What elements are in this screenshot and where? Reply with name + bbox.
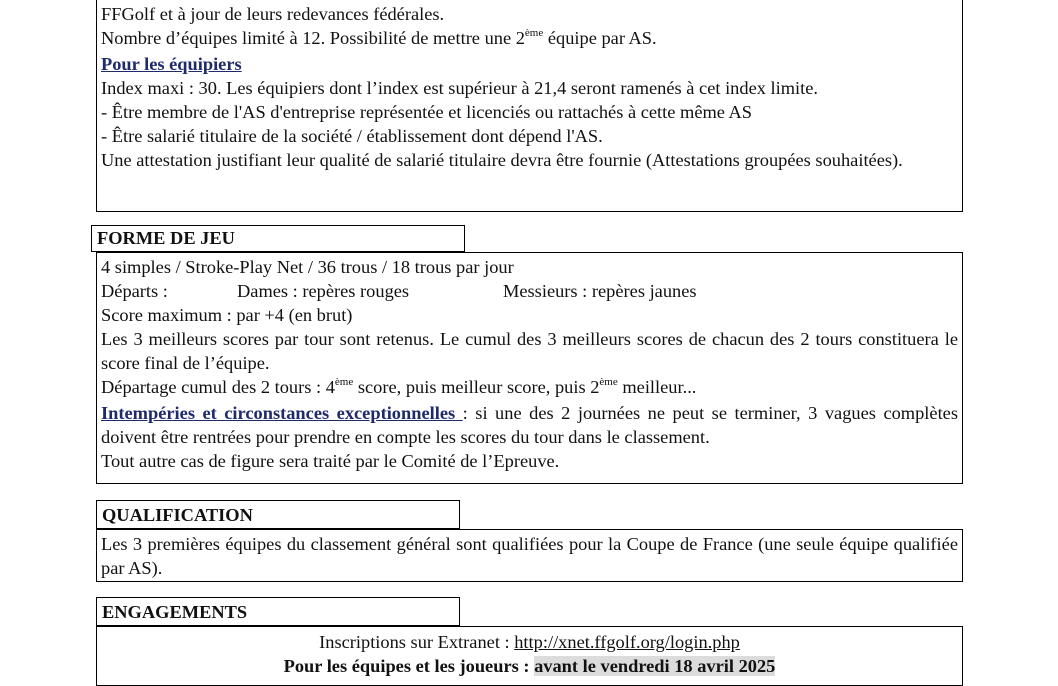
deadline-date: avant le vendredi 18 avril 2025 bbox=[534, 656, 776, 676]
departs-line: Départs : Dames : repères rouges Messieurs : repères jaunes bbox=[101, 281, 697, 301]
scores-kept: Les 3 meilleurs scores par tour sont retenus. Le cumul des 3 meilleurs scores de chacun des 2 tours constituera le score final de l’équipe. bbox=[101, 329, 958, 373]
players-subheading: Pour les équipiers bbox=[101, 54, 242, 74]
extranet-link[interactable]: http://xnet.ffgolf.org/login.php bbox=[514, 632, 740, 652]
forme-de-jeu-header: FORME DE JEU bbox=[91, 225, 465, 252]
engagements-header: ENGAGEMENTS bbox=[96, 597, 460, 626]
attestation-text: Une attestation justifiant leur qualité de salarié titulaire devra être fournie (Attestations groupées souhaitées). bbox=[101, 150, 903, 170]
weather-title: Intempéries et circonstances exceptionnelles bbox=[101, 403, 463, 423]
teams-limit: Nombre d’équipes limité à 12. Possibilité de mettre une 2ème équipe par AS. bbox=[101, 27, 657, 48]
other-cases: Tout autre cas de figure sera traité par le Comité de l’Epreuve. bbox=[101, 451, 560, 471]
weather-rule: Intempéries et circonstances exceptionnelles : si une des 2 journées ne peut se terminer, 3 vagues complètes doivent être rentrées pour prendre en compte les scores du tour dans le classement. bbox=[101, 403, 959, 447]
index-rule: Index maxi : 30. Les équipiers dont l’index est supérieur à 21,4 seront ramenés à cet index limite. bbox=[101, 78, 819, 98]
qualification-box bbox=[96, 529, 963, 582]
employee-rule: - Être salarié titulaire de la société / établissement dont dépend l'AS. bbox=[101, 126, 603, 146]
ffgolf-line: FFGolf et à jour de leurs redevances fédérales. bbox=[101, 4, 445, 24]
forme-de-jeu-box bbox=[96, 252, 963, 484]
format-line: 4 simples / Stroke-Play Net / 36 trous / 18 trous par jour bbox=[101, 257, 514, 277]
inscriptions-line: Inscriptions sur Extranet : http://xnet.ffgolf.org/login.php bbox=[319, 632, 740, 652]
deadline-line: Pour les équipes et les joueurs : avant le vendredi 18 avril 2025 bbox=[283, 656, 776, 676]
membership-rule: - Être membre de l'AS d'entreprise représentée et licenciés ou rattachés à cette même AS bbox=[101, 102, 753, 122]
qualification-text: Les 3 premières équipes du classement général sont qualifiées pour la Coupe de France (une seule équipe qualifiée par AS). bbox=[101, 534, 958, 578]
engagements-box bbox=[96, 626, 963, 686]
eligibility-box bbox=[96, 0, 963, 212]
qualification-header: QUALIFICATION bbox=[96, 500, 460, 529]
tiebreak: Départage cumul des 2 tours : 4ème score, puis meilleur score, puis 2ème meilleur... bbox=[101, 376, 697, 397]
score-max: Score maximum : par +4 (en brut) bbox=[101, 305, 353, 325]
